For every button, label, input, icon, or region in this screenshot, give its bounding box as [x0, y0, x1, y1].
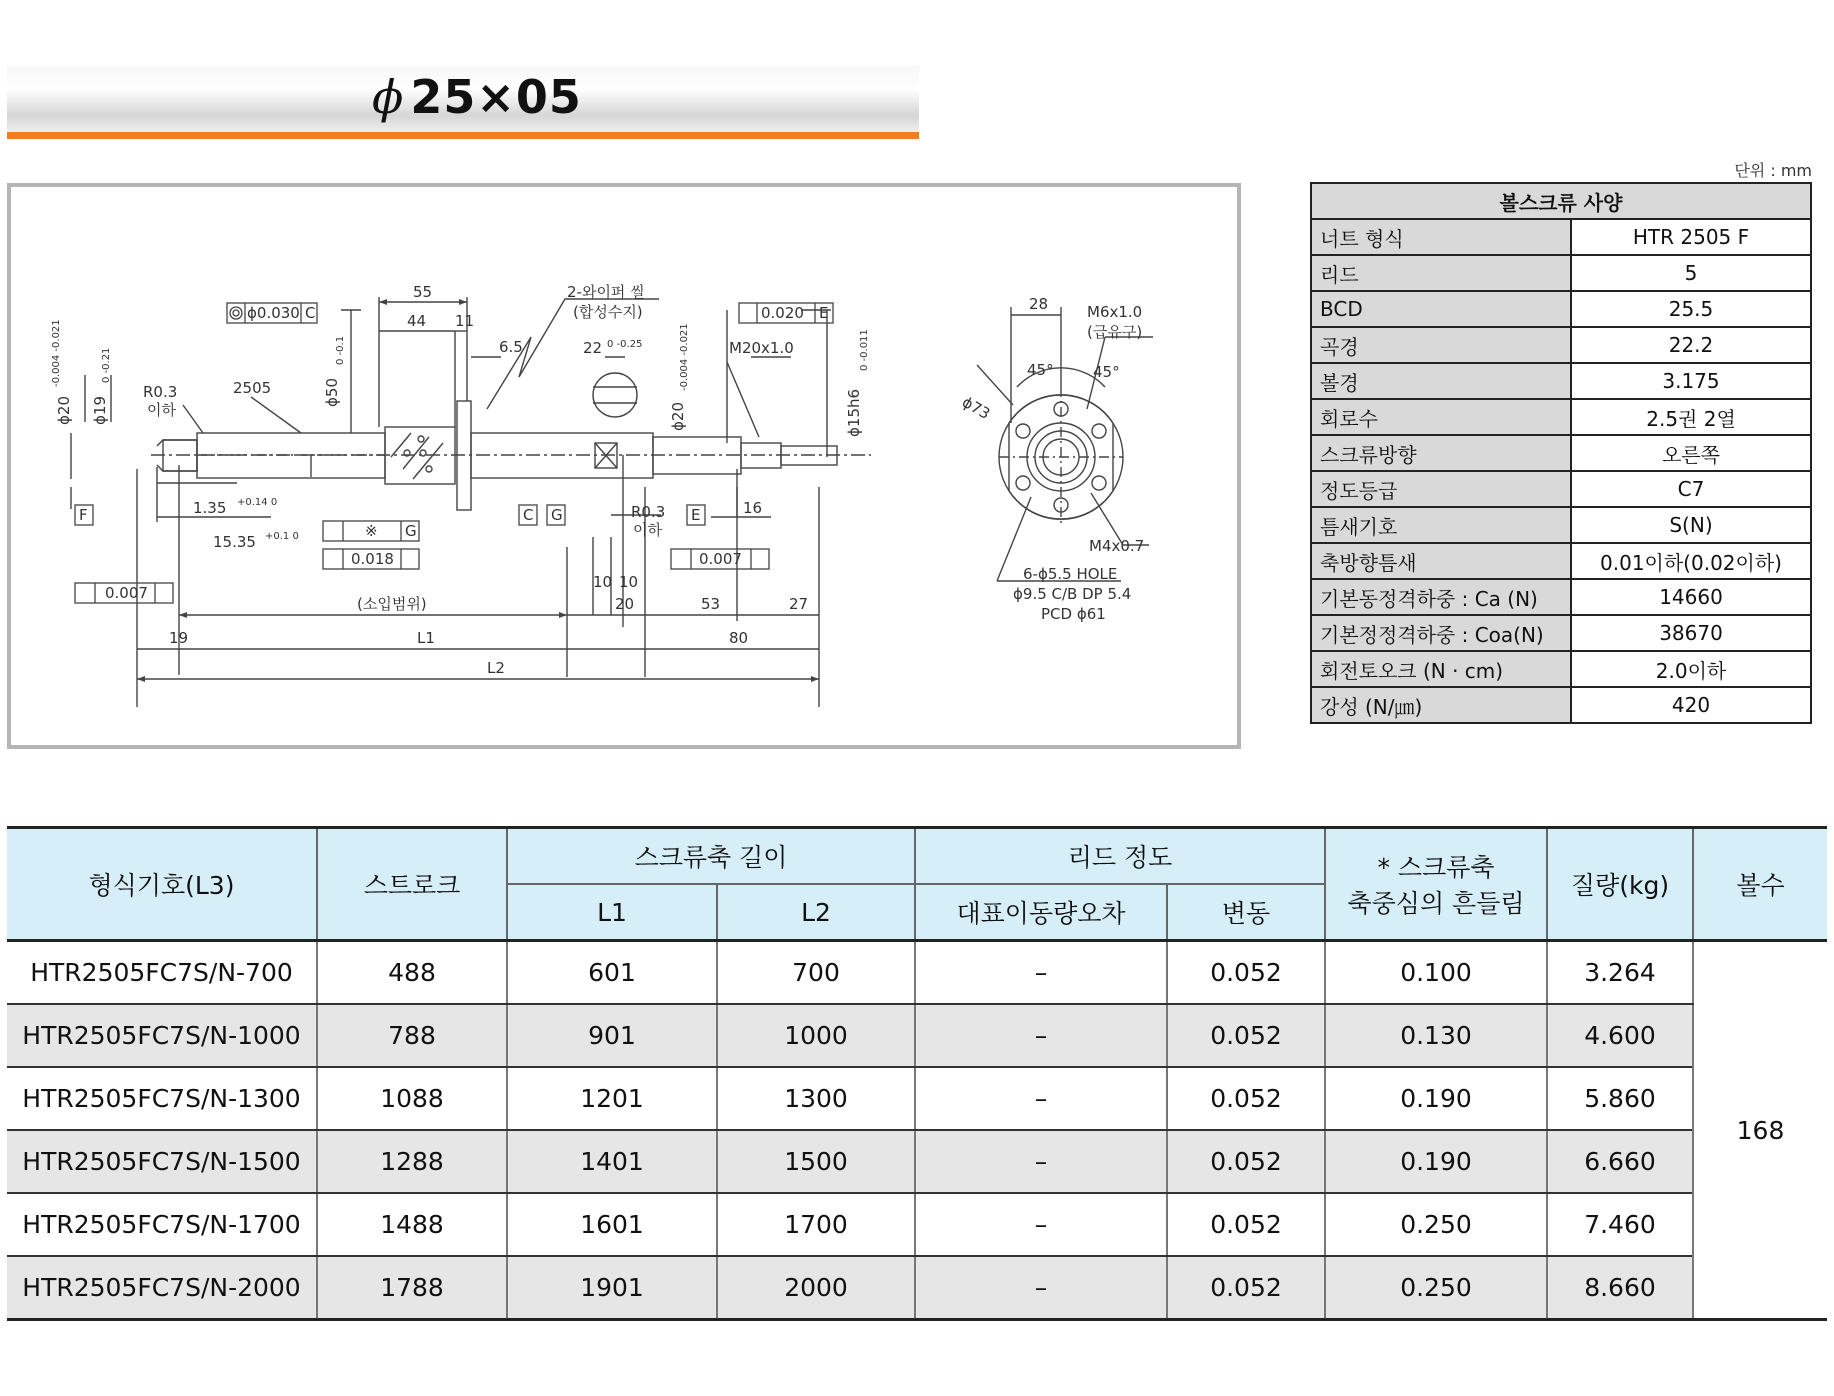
counterbore-spec: ϕ9.5 C/B DP 5.4 — [1013, 585, 1132, 603]
col-runout: * 스크류축 축중심의 흔들림 — [1325, 828, 1547, 941]
dim-80: 80 — [729, 629, 749, 647]
perpendicularity-0018: 0.018 — [351, 550, 394, 568]
col-l1: L1 — [507, 884, 717, 941]
table-row: HTR2505FC7S/N-1300 1088 1201 1300 – 0.052 0.190 5.860 — [7, 1067, 1827, 1130]
symbol-note: ※ — [365, 522, 378, 540]
spec-row: 곡경 22.2 — [1311, 327, 1811, 363]
thread-m4: M4x0.7 — [1089, 537, 1145, 555]
dim-10-a: 10 — [593, 573, 613, 591]
dim-53: 53 — [701, 595, 721, 613]
col-variation: 변동 — [1167, 884, 1325, 941]
flange-28: 28 — [1029, 295, 1049, 313]
wiper-seal-label: 2-와이퍼 씰 — [567, 283, 645, 301]
dia-15h6-tol: 0 -0.011 — [859, 329, 870, 371]
flange-dia-73: ϕ73 — [959, 392, 994, 423]
dim-6-5: 6.5 — [499, 338, 523, 356]
table-row: HTR2505FC7S/N-2000 1788 1901 2000 – 0.052 0.250 8.660 — [7, 1256, 1827, 1320]
dim-10-b: 10 — [619, 573, 639, 591]
spec-row: 너트 형식 HTR 2505 F — [1311, 219, 1811, 255]
runout-tolerance: ϕ0.030 — [247, 304, 300, 322]
col-mass: 질량(kg) — [1547, 828, 1693, 941]
spec-row: 리드 5 — [1311, 255, 1811, 291]
angle-45-a: 45° — [1027, 361, 1054, 379]
datum-c: C — [305, 304, 316, 322]
wiper-seal-material: (합성수지) — [573, 303, 643, 321]
page-title — [372, 67, 582, 127]
dim-l2: L2 — [487, 659, 505, 677]
datum-c-box: C — [523, 506, 534, 524]
dia-50: ϕ50 — [323, 378, 341, 407]
hole-spec: 6-ϕ5.5 HOLE — [1023, 565, 1118, 583]
spec-row: 축방향틈새 0.01이하(0.02이하) — [1311, 543, 1811, 579]
datum-e-box: E — [691, 506, 701, 524]
radius-r03-right: R0.3 — [631, 503, 666, 521]
groove-1-35: 1.35 — [193, 499, 227, 517]
datum-f: F — [79, 506, 88, 524]
dim-20: 20 — [615, 595, 635, 613]
dim-22-tolerance: 0 -0.25 — [607, 339, 643, 350]
dia-20-right-tol: -0.004 -0.021 — [679, 323, 690, 391]
table-row: HTR2505FC7S/N-700 488 601 700 – 0.052 0.100 3.264 168 — [7, 941, 1827, 1005]
col-screw-length: 스크류축 길이 — [507, 828, 915, 885]
dia-19-tol: 0 -0.21 — [101, 347, 112, 383]
spec-row: 기본정정격하중 : Coa(N) 38670 — [1311, 615, 1811, 651]
dim-55: 55 — [413, 283, 433, 301]
thread-m20: M20x1.0 — [729, 339, 794, 357]
col-balls: 볼수 — [1693, 828, 1827, 941]
dia-20-right: ϕ20 — [669, 402, 687, 431]
dim-27: 27 — [789, 595, 809, 613]
dim-11: 11 — [455, 312, 475, 330]
dia-15h6: ϕ15h6 — [845, 388, 863, 437]
model-table — [7, 826, 1827, 1321]
dia-20-left-tol: -0.004 -0.021 — [51, 319, 62, 387]
perpendicularity-0007-f: 0.007 — [105, 584, 148, 602]
perpendicularity-0007-e: 0.007 — [699, 550, 742, 568]
dim-19: 19 — [169, 629, 189, 647]
oil-hole-thread: M6x1.0 — [1087, 303, 1143, 321]
col-lead-accuracy: 리드 정도 — [915, 828, 1325, 885]
radius-below-left: 이하 — [147, 401, 176, 419]
diameter-symbol: ϕ — [372, 70, 405, 124]
radius-r03-left: R0.3 — [143, 383, 178, 401]
datum-g-box: G — [551, 506, 563, 524]
technical-drawing — [7, 183, 1241, 749]
col-stroke: 스트로크 — [317, 828, 507, 941]
spec-row: 스크류방향 오른쪽 — [1311, 435, 1811, 471]
groove-15-35: 15.35 — [213, 533, 256, 551]
parallelism-tolerance: 0.020 — [761, 304, 804, 322]
table-row: HTR2505FC7S/N-1000 788 901 1000 – 0.052 0.130 4.600 — [7, 1004, 1827, 1067]
spec-header: 볼스크류 사양 — [1311, 183, 1811, 219]
thread-2505: 2505 — [233, 379, 272, 397]
groove-15-35-tol: +0.1 0 — [265, 531, 299, 542]
dim-44: 44 — [407, 312, 427, 330]
angle-45-b: 45° — [1093, 363, 1120, 381]
col-l2: L2 — [717, 884, 915, 941]
dim-22: 22 — [583, 339, 603, 357]
datum-g: G — [405, 522, 417, 540]
dim-l1: L1 — [417, 629, 435, 647]
spec-row: 기본동정격하중 : Ca (N) 14660 — [1311, 579, 1811, 615]
spec-row: 볼경 3.175 — [1311, 363, 1811, 399]
spec-row: 틈새기호 S(N) — [1311, 507, 1811, 543]
spec-row: BCD 25.5 — [1311, 291, 1811, 327]
spec-row: 회로수 2.5권 2열 — [1311, 399, 1811, 435]
unit-label: 단위 : mm — [1734, 161, 1812, 180]
ball-count: 168 — [1693, 941, 1827, 1320]
radius-below-right: 이하 — [633, 521, 662, 539]
pcd-spec: PCD ϕ61 — [1041, 605, 1106, 623]
col-model: 형식기호(L3) — [7, 828, 317, 941]
table-row: HTR2505FC7S/N-1700 1488 1601 1700 – 0.052 0.250 7.460 — [7, 1193, 1827, 1256]
col-rep-error: 대표이동량오차 — [915, 884, 1167, 941]
ball-screw-spec-table — [1310, 182, 1812, 724]
datum-e: E — [819, 304, 829, 322]
table-row: HTR2505FC7S/N-1500 1288 1401 1500 – 0.052 0.190 6.660 — [7, 1130, 1827, 1193]
oil-hole-label: (급유구) — [1087, 323, 1143, 341]
dia-50-tol: 0 -0.1 — [335, 335, 346, 365]
dia-20-left: ϕ20 — [55, 396, 73, 425]
spec-row: 정도등급 C7 — [1311, 471, 1811, 507]
model-size: 25×05 — [410, 70, 582, 124]
dim-16: 16 — [743, 499, 763, 517]
spec-row: 회전토오크 (N · cm) 2.0이하 — [1311, 651, 1811, 687]
groove-1-35-tol: +0.14 0 — [237, 497, 278, 508]
hardened-range: (소입범위) — [357, 595, 427, 613]
dia-19: ϕ19 — [91, 396, 109, 425]
spec-row: 강성 (N/㎛) 420 — [1311, 687, 1811, 723]
